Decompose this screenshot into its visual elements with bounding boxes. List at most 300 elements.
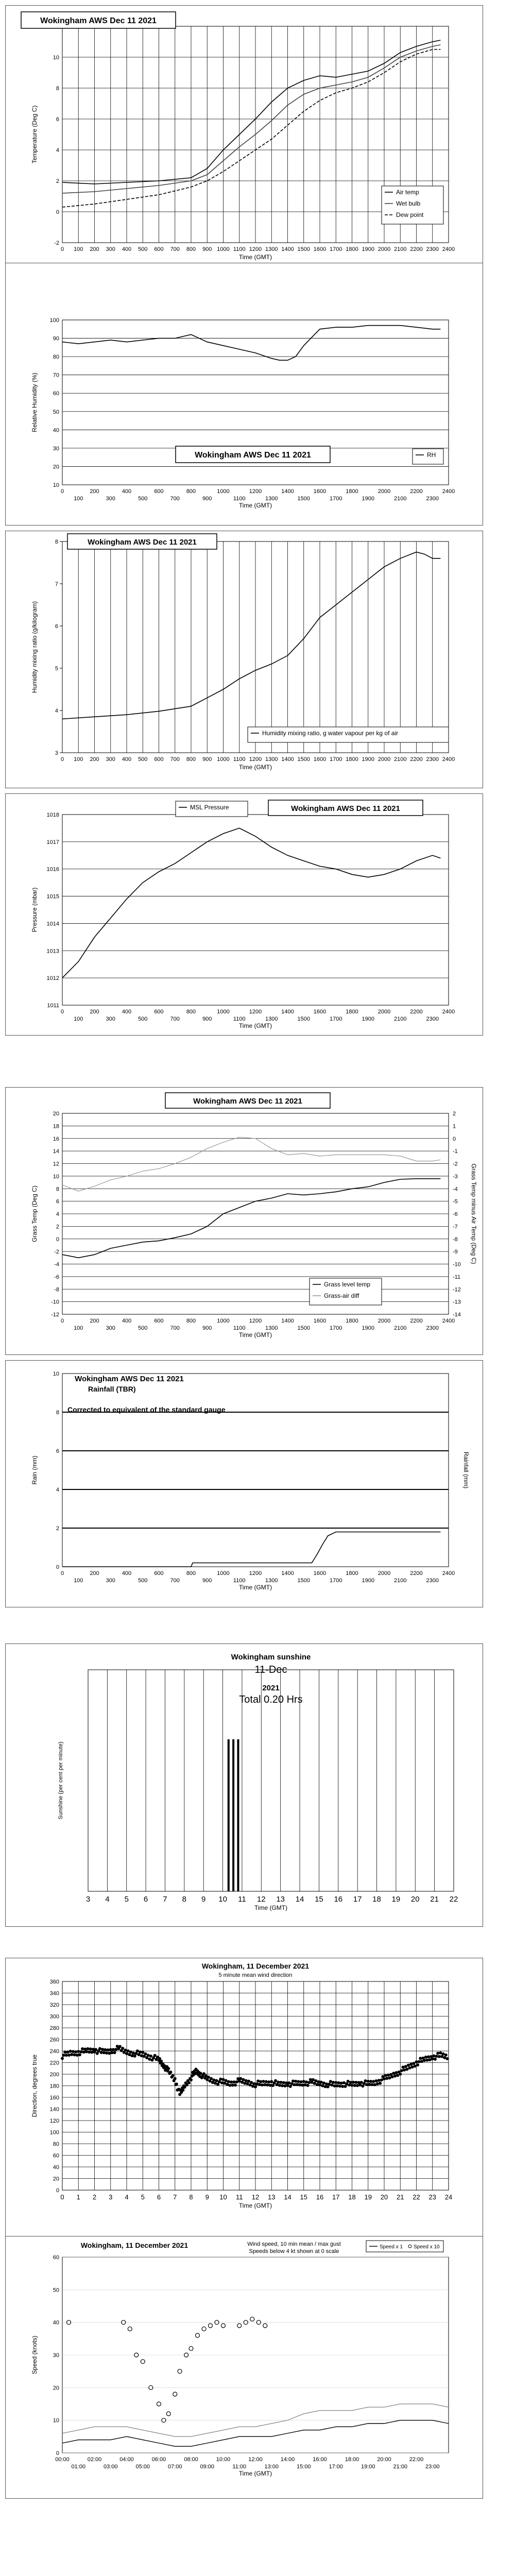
chart-subtitle: Speeds below 4 kt shown at 0 scale [249,2248,339,2255]
chart-subtitle: Rainfall (TBR) [88,1385,136,1393]
x-tick-label: 100 [74,246,83,252]
wind-direction-point [400,2069,403,2072]
chart-title: Wokingham sunshine [231,1653,311,1662]
wind-direction-point [101,2048,104,2051]
x-tick-label: 1000 [217,1009,230,1015]
chart-total: Total 0.20 Hrs [239,1694,303,1705]
mixing-ratio-chart-panel [5,531,483,788]
y-tick-label: 8 [56,86,59,92]
wind-direction-point [181,2089,184,2092]
wind-direction-point [250,2081,253,2084]
y-tick-label: 140 [49,2106,59,2113]
wind-direction-point [290,2082,293,2086]
wind-direction-point [341,2085,344,2088]
x-tick-label: 1100 [233,1016,246,1022]
wind-direction-point [94,2048,97,2051]
wind-direction-point [323,2085,327,2088]
x-tick-label: 9 [205,2193,209,2201]
x-tick-label: 2300 [426,496,439,502]
wind-direction-point [364,2079,367,2082]
wind-direction-point [309,2078,312,2081]
x-tick-label: 06:00 [151,2456,166,2463]
wind-direction-point [365,2083,368,2086]
x-tick-label: 1200 [249,1009,262,1015]
wind-direction-point [374,2079,377,2082]
wind-direction-point [232,2080,235,2083]
wind-direction-point [329,2080,332,2083]
y-tick-label: 120 [49,2118,59,2124]
y-tick-label: 12 [53,1161,59,1167]
x-tick-label: 1100 [233,1578,246,1584]
wind-direction-point [76,2054,79,2057]
x-tick-label: 2400 [442,756,455,762]
x-tick-label: 500 [138,1578,148,1584]
y-tick-label: 1013 [46,948,59,955]
wind-direction-point [207,2076,210,2079]
x-tick-label: 19 [364,2193,372,2201]
x-tick-label: 600 [154,756,164,762]
wind-direction-point [259,2080,262,2083]
wind-direction-point [185,2083,188,2087]
x-tick-label: 1300 [265,1325,278,1331]
y-axis-label: Sunshine (per cent per minute) [58,1741,64,1820]
y2-tick-label: -2 [453,1161,458,1167]
x-tick-label: 00:00 [55,2456,70,2463]
wind-direction-point [297,2080,300,2083]
x-tick-label: 700 [170,246,180,252]
chart-title: Wokingham AWS Dec 11 2021 [193,1097,302,1106]
wind-direction-point [62,2054,65,2057]
x-tick-label: 2100 [394,246,407,252]
wind-direction-point [258,2083,261,2086]
y-tick-label: 1018 [46,812,59,818]
y-tick-label: 80 [53,354,59,361]
y-tick-label: 14 [53,1148,59,1155]
wind-direction-point [107,2048,110,2052]
wind-direction-point [427,2055,430,2058]
sunshine-chart [6,1644,484,1927]
y-tick-label: 60 [53,2255,59,2261]
y-tick-label: 20 [53,2176,59,2182]
legend-label: Grass-air diff [324,1292,359,1299]
wind-direction-point [394,2071,398,2074]
x-tick-label: 3 [85,1895,91,1904]
y2-tick-label: -6 [453,1211,458,1217]
wind-direction-point [334,2081,337,2084]
y-tick-label: 8 [55,539,58,545]
y-tick-label: 7 [55,581,58,587]
x-tick-label: 900 [202,1325,212,1331]
x-tick-label: 800 [186,1009,196,1015]
x-tick-label: 04:00 [119,2456,134,2463]
y-tick-label: 8 [56,1186,59,1193]
legend-label: Speed x 1 [380,2244,403,2250]
x-tick-label: 1600 [313,1009,327,1015]
wind-direction-point [67,2054,71,2057]
wind-direction-point [132,2052,135,2055]
x-tick-label: 100 [74,1325,83,1331]
x-tick-label: 0 [60,1009,64,1015]
wind-direction-point [424,2056,427,2059]
y-tick-label: 18 [53,1123,59,1130]
y-tick-label: -6 [54,1274,59,1280]
relative-humidity-chart [6,263,484,526]
wind-direction-point [65,2054,68,2057]
x-tick-label: 2400 [442,1570,455,1577]
x-tick-label: 2100 [394,756,407,762]
wind-direction-point [317,2080,320,2083]
wind-direction-point [416,2063,419,2066]
wind-direction-point [369,2080,372,2083]
wind-direction-point [109,2048,112,2051]
x-tick-label: 900 [202,1578,212,1584]
x-tick-label: 10 [218,1895,227,1904]
x-tick-label: 1500 [297,496,310,502]
y-axis-label: Rain (mm) [31,1455,38,1485]
wind-direction-point [231,2083,234,2087]
wind-direction-point [325,2082,328,2086]
x-tick-label: 18 [372,1895,381,1904]
x-tick-label: 1200 [249,246,262,252]
x-tick-label: 2100 [394,1578,407,1584]
x-tick-label: 1000 [217,756,230,762]
x-tick-label: 200 [90,756,99,762]
x-tick-label: 1600 [313,756,327,762]
y-tick-label: 4 [56,1487,59,1493]
y-axis-label: Humidity mixing ratio (g/kilogram) [31,601,38,693]
x-tick-label: 07:00 [167,2464,182,2470]
wind-direction-point [349,2081,352,2084]
x-tick-label: 400 [122,756,132,762]
y-tick-label: 1015 [46,893,59,900]
y-tick-label: 20 [53,464,59,470]
wind-direction-point [367,2080,370,2083]
x-tick-label: 1400 [281,488,294,495]
x-tick-label: 11:00 [232,2464,247,2470]
wind-direction-point [212,2078,215,2081]
y-tick-label: 5 [55,666,58,672]
plot-area [62,1374,449,1567]
wind-direction-point [82,2050,85,2054]
y-tick-label: 20 [53,1111,59,1117]
x-tick-label: 22:00 [409,2456,424,2463]
wind-direction-point [63,2050,66,2054]
wind-direction-chart [6,1958,484,2247]
x-tick-label: 0 [60,1570,64,1577]
x-tick-label: 1800 [346,246,358,252]
y-tick-label: 200 [49,2072,59,2078]
y2-tick-label: -3 [453,1173,458,1180]
wind-direction-point [175,2082,178,2086]
wind-speed-chart [6,2236,484,2499]
wind-direction-point [239,2077,242,2080]
wind-direction-point [72,2050,75,2053]
y2-tick-label: -12 [453,1286,461,1293]
x-tick-label: 7 [173,2193,177,2201]
wind-direction-point [270,2080,273,2083]
wind-direction-point [148,2058,151,2061]
x-tick-label: 1300 [265,1578,278,1584]
wind-direction-point [439,2052,442,2055]
x-tick-label: 18:00 [345,2456,359,2463]
wind-direction-point [113,2051,116,2054]
x-tick-label: 600 [154,488,164,495]
x-tick-label: 20 [380,2193,388,2201]
y-tick-label: 220 [49,2060,59,2066]
wind-direction-point [425,2059,428,2062]
x-tick-label: 1900 [362,1578,374,1584]
temperature-chart-panel [5,5,483,283]
x-tick-label: 1500 [297,756,310,762]
x-tick-label: 0 [60,1318,64,1324]
y-tick-label: -10 [51,1299,59,1306]
x-tick-label: 2300 [426,1325,439,1331]
wind-direction-point [411,2065,414,2069]
y-tick-label: 40 [53,2164,59,2171]
wind-direction-point [291,2079,295,2082]
wind-direction-point [79,2050,82,2054]
wind-direction-point [124,2048,127,2052]
x-tick-label: 1200 [249,1570,262,1577]
x-tick-label: 100 [74,1016,83,1022]
wind-direction-point [263,2083,266,2086]
y-tick-label: 280 [49,2025,59,2031]
wind-direction-point [338,2084,341,2088]
y-tick-label: 50 [53,2287,59,2294]
x-tick-label: 1800 [346,488,358,495]
x-axis-label: Time (GMT) [238,502,272,509]
wind-direction-point [261,2083,264,2087]
legend-label: RH [427,451,436,459]
wind-direction-point [321,2084,324,2087]
y-tick-label: 340 [49,1990,59,1997]
chart-date: 11-Dec [254,1664,287,1675]
wind-direction-point [281,2084,284,2087]
x-tick-label: 09:00 [200,2464,215,2470]
wind-direction-point [225,2079,228,2082]
wind-direction-point [305,2080,308,2083]
wind-direction-point [351,2084,354,2087]
y2-tick-label: -5 [453,1198,458,1205]
wind-direction-point [127,2049,130,2053]
wind-direction-point [215,2079,218,2082]
x-tick-label: 2000 [377,1318,391,1324]
x-tick-label: 8 [182,1895,187,1904]
x-tick-label: 1500 [297,1578,310,1584]
wind-direction-point [282,2081,285,2084]
x-tick-label: 4 [125,2193,129,2201]
y-tick-label: 6 [56,1198,59,1205]
wind-direction-point [144,2053,147,2056]
x-tick-label: 23:00 [425,2464,440,2470]
x-tick-label: 2200 [410,1570,423,1577]
x-tick-label: 2000 [377,1570,391,1577]
wind-direction-point [235,2080,238,2083]
y-tick-label: 10 [53,1371,59,1377]
wind-direction-point [356,2084,359,2087]
x-tick-label: 700 [170,1578,180,1584]
rainfall-chart-panel [5,1360,483,1607]
x-tick-label: 1300 [265,496,278,502]
x-tick-label: 1600 [313,488,327,495]
x-tick-label: 900 [202,496,212,502]
wind-direction-point [277,2080,280,2083]
x-tick-label: 1800 [346,1318,358,1324]
x-tick-label: 05:00 [135,2464,150,2470]
wind-direction-point [399,2073,402,2076]
x-tick-label: 1000 [217,1570,230,1577]
y-tick-label: 60 [53,2153,59,2159]
wind-direction-point [330,2083,333,2087]
x-tick-label: 1900 [362,1325,374,1331]
wind-direction-point [85,2050,88,2053]
y2-tick-label: -14 [453,1312,461,1318]
x-tick-label: 1000 [217,1318,230,1324]
wind-direction-point [283,2084,286,2088]
x-tick-label: 200 [90,1570,99,1577]
x-tick-label: 200 [90,488,99,495]
x-tick-label: 21 [430,1895,439,1904]
wind-direction-point [396,2074,399,2077]
x-tick-label: 4 [105,1895,110,1904]
wind-direction-point [147,2054,150,2057]
x-tick-label: 01:00 [71,2464,86,2470]
wind-direction-point [420,2060,423,2063]
x-tick-label: 2300 [426,1016,439,1022]
wind-direction-point [404,2065,407,2068]
sunshine-bar [232,1739,234,1891]
pressure-chart [6,794,484,1036]
x-tick-label: 19:00 [360,2464,375,2470]
y2-tick-label: -1 [453,1148,458,1155]
y-tick-label: 160 [49,2095,59,2101]
wind-direction-point [266,2083,269,2087]
x-tick-label: 7 [163,1895,167,1904]
x-tick-label: 1400 [281,1318,294,1324]
relative-humidity-chart-panel [5,263,483,526]
wind-direction-point [409,2063,413,2066]
wind-direction-point [377,2079,381,2082]
wind-direction-point [371,2083,374,2086]
x-tick-label: 600 [154,1318,164,1324]
x-tick-label: 400 [122,1009,132,1015]
chart-annotation: Corrected to equivalent of the standard gauge [67,1405,226,1414]
x-tick-label: 16 [316,2193,324,2201]
x-tick-label: 10 [219,2193,227,2201]
wind-direction-point [372,2080,375,2083]
wind-direction-point [139,2050,142,2054]
x-tick-label: 16:00 [313,2456,327,2463]
wind-direction-point [77,2050,80,2053]
wind-direction-point [278,2084,281,2087]
x-tick-label: 300 [106,1325,115,1331]
x-tick-label: 1300 [265,756,278,762]
grass-temperature-chart-panel [5,1087,483,1355]
y-axis-label: Pressure (mbar) [31,887,38,933]
x-axis-label: Time (GMT) [238,1331,272,1338]
legend-label: Speed x 10 [414,2244,440,2250]
wind-direction-point [419,2057,422,2060]
y-tick-label: 260 [49,2037,59,2043]
y-tick-label: 1016 [46,866,59,873]
x-tick-label: 02:00 [87,2456,102,2463]
x-tick-label: 700 [170,756,180,762]
x-tick-label: 03:00 [103,2464,118,2470]
y-tick-label: -8 [54,1286,59,1293]
x-tick-label: 0 [60,488,64,495]
x-tick-label: 2100 [394,1016,407,1022]
y-tick-label: 100 [49,317,59,324]
wind-direction-point [393,2075,397,2078]
y-axis-label: Relative Humidity (%) [31,372,38,432]
x-tick-label: 6 [157,2193,161,2201]
wind-direction-point [171,2074,175,2077]
wind-direction-point [408,2066,411,2070]
x-tick-label: 1700 [330,1325,342,1331]
x-tick-label: 700 [170,1325,180,1331]
wind-direction-point [61,2057,64,2060]
wind-direction-point [379,2082,382,2085]
y-tick-label: 1017 [46,839,59,845]
x-tick-label: 2200 [410,756,423,762]
y-tick-label: 10 [53,2417,59,2424]
x-tick-label: 2300 [426,246,439,252]
x-tick-label: 12:00 [248,2456,263,2463]
wind-direction-point [269,2084,272,2087]
wind-direction-point [431,2057,434,2060]
y-axis-label: Grass Temp (Deg C) [31,1185,38,1242]
wind-direction-point [354,2081,357,2084]
x-tick-label: 200 [90,246,99,252]
x-tick-label: 1400 [281,756,294,762]
wind-direction-point [320,2080,323,2083]
wind-direction-point [86,2047,89,2050]
wind-direction-point [108,2052,111,2055]
y-tick-label: 300 [49,2013,59,2020]
wind-direction-point [78,2053,81,2056]
wind-direction-point [332,2081,335,2084]
wind-direction-point [327,2086,330,2089]
wind-direction-point [114,2048,117,2051]
x-tick-label: 1200 [249,488,262,495]
wind-direction-point [187,2081,191,2084]
x-tick-label: 13:00 [264,2464,279,2470]
y-tick-label: 360 [49,1979,59,1985]
x-tick-label: 500 [138,756,148,762]
x-tick-label: 18 [348,2193,356,2201]
wind-direction-point [380,2078,383,2081]
x-tick-label: 1700 [330,496,342,502]
wind-direction-point [222,2078,225,2081]
wind-direction-point [353,2084,356,2087]
x-tick-label: 800 [186,246,196,252]
x-tick-label: 1700 [330,1578,342,1584]
x-tick-label: 2200 [410,1009,423,1015]
y-tick-label: 2 [56,1224,59,1230]
x-tick-label: 3 [109,2193,113,2201]
x-tick-label: 1900 [362,1016,374,1022]
wind-direction-point [247,2080,250,2083]
y-tick-label: 4 [55,708,58,714]
x-tick-label: 9 [201,1895,206,1904]
wind-direction-point [167,2067,170,2070]
wind-direction-point [81,2047,84,2050]
x-tick-label: 800 [186,1570,196,1577]
x-tick-label: 14 [284,2193,291,2201]
wind-direction-point [352,2081,355,2084]
y-tick-label: 240 [49,2048,59,2055]
wind-direction-point [423,2059,426,2062]
